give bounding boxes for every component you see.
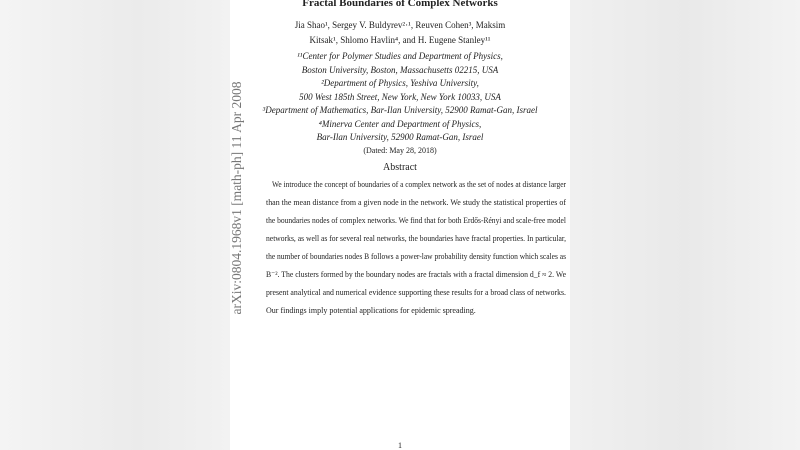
arxiv-stamp: arXiv:0804.1968v1 [math-ph] 11 Apr 2008 [229, 81, 244, 315]
dated-line: (Dated: May 28, 2018) [363, 146, 437, 155]
affiliation-line: Bar-Ilan University, 52900 Ramat-Gan, Israel [316, 132, 484, 142]
paper-title: Fractal Boundaries of Complex Networks [302, 0, 498, 9]
abstract-line: the boundaries nodes of complex networks. We find that for both Erdős-Rényi and scale-free model [266, 216, 566, 225]
abstract-line: B⁻². The clusters formed by the boundary nodes are fractals with a fractal dimension d_f ≈ 2. We [266, 270, 566, 279]
affiliation-line: ⁴Minerva Center and Department of Physics, [318, 119, 482, 129]
background-left [0, 0, 230, 450]
affiliation-line: 500 West 185th Street, New York, New York 10033, USA [299, 92, 501, 102]
affiliation-line: ³Department of Mathematics, Bar-Ilan University, 52900 Ramat-Gan, Israel [262, 105, 538, 115]
author-line: Kitsak¹, Shlomo Havlin⁴, and H. Eugene Stanley¹¹ [309, 35, 491, 45]
abstract-line: We introduce the concept of boundaries of a complex network as the set of nodes at distance larger [272, 180, 566, 189]
abstract-heading: Abstract [383, 162, 417, 173]
abstract-line: Our findings imply potential applications for epidemic spreading. [266, 306, 476, 315]
background-right [570, 0, 800, 450]
affiliation-line: Boston University, Boston, Massachusetts 02215, USA [301, 65, 499, 75]
abstract-line: networks, as well as for several real networks, the boundaries have fractal properties. In particular, [266, 234, 566, 243]
paper-page [230, 0, 570, 450]
abstract-line: than the mean distance from a given node in the network. We study the statistical properties of [266, 198, 566, 207]
affiliation-line: ¹¹Center for Polymer Studies and Department of Physics, [297, 51, 503, 61]
page-number: 1 [398, 441, 402, 450]
abstract-line: the number of boundaries nodes B follows a power-law probability density function which scales as [266, 252, 566, 261]
affiliation-line: ²Department of Physics, Yeshiva University, [321, 78, 479, 88]
author-line: Jia Shao¹, Sergey V. Buldyrev²·¹, Reuven Cohen³, Maksim [294, 20, 506, 30]
abstract-line: present analytical and numerical evidence supporting these results for a broad class of networks. [266, 288, 566, 297]
